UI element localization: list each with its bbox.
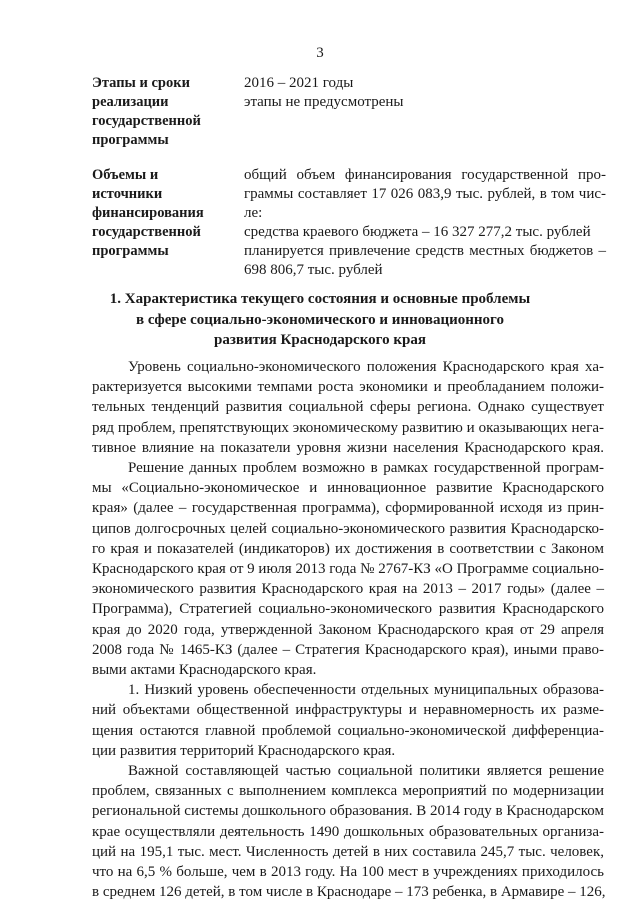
paragraph-1: Уровень социально-экономического положения Краснодарского края ха- рактеризуется высокими темпами роста экономики и преобладанием положи- тельных тенденций развития социальной сферы региона. Однако существует ряд проблем, препятствующих экономическому развитию и оказывающих нега- тивное влияние на показатели уровня жизни населения Краснодарского края. xyxy=(92,359,604,456)
body-text xyxy=(92,357,604,902)
section-heading: 1. Характеристика текущего состояния и основные проблемы в сфере социально-экономического и инновационного развития Краснодарского края xyxy=(109,291,531,348)
funding-value: общий объем финансирования государственной про- граммы составляет 17 026 083,9 тыс. рублей, в том чис- ле: средства краевого бюджета – 16 327 277,2 тыс. рублей планируется привлечение средств местных бюджетов – 698 806,7 тыс. рублей xyxy=(244,167,606,278)
paragraph-3: 1. Низкий уровень обеспеченности отдельных муниципальных образова- ний объектами общественной инфраструктуры и неравномерность их разме- щения остаются главной проблемой социально-экономической дифференциа- ции развития территорий Краснодарского края. xyxy=(92,682,604,759)
stages-value: 2016 – 2021 годы этапы не предусмотрены xyxy=(244,75,404,110)
paragraph-2: Решение данных проблем возможно в рамках государственной програм- мы «Социально-экономическое и инновационное развитие Краснодарского края» (далее – государственная программа), сформированной исходя из прин- ципов долгосрочных целей социально-экономического развития Краснодарско- го края и показателей (индикаторов) их достижения в соответствии с Законом Краснодарского края от 9 июля 2013 года № 2767-КЗ «О Программе социально- экономического развития Краснодарского края на 2013 – 2017 годы» (далее – Программа), Стратегией социально-экономического развития Краснодарского края до 2020 года, утвержденной Законом Краснодарского края от 29 апреля 2008 года № 1465-КЗ (далее – Стратегия Краснодарского края), иными право- выми актами Краснодарского края. xyxy=(92,460,604,679)
stages-label: Этапы и сроки реализации государственной программы xyxy=(92,75,201,148)
funding-label: Объемы и источники финансирования государственной программы xyxy=(92,167,204,259)
paragraph-4: Важной составляющей частью социальной политики является решение проблем, связанных с выполнением комплекса мероприятий по модернизации региональной системы дошкольного образования. В 2014 году в Краснодарском крае осуществляли деятельность 1490 дошкольных образовательных организа- ций на 195,1 тыс. мест. Численность детей в них составила 245,7 тыс. человек, что на 6,5 % больше, чем в 2013 году. На 100 мест в учреждениях приходилось в среднем 126 детей, в том числе в Краснодаре – 173 ребенка, в Армавире – 126, xyxy=(92,763,606,901)
page-number: 3 xyxy=(316,45,324,61)
